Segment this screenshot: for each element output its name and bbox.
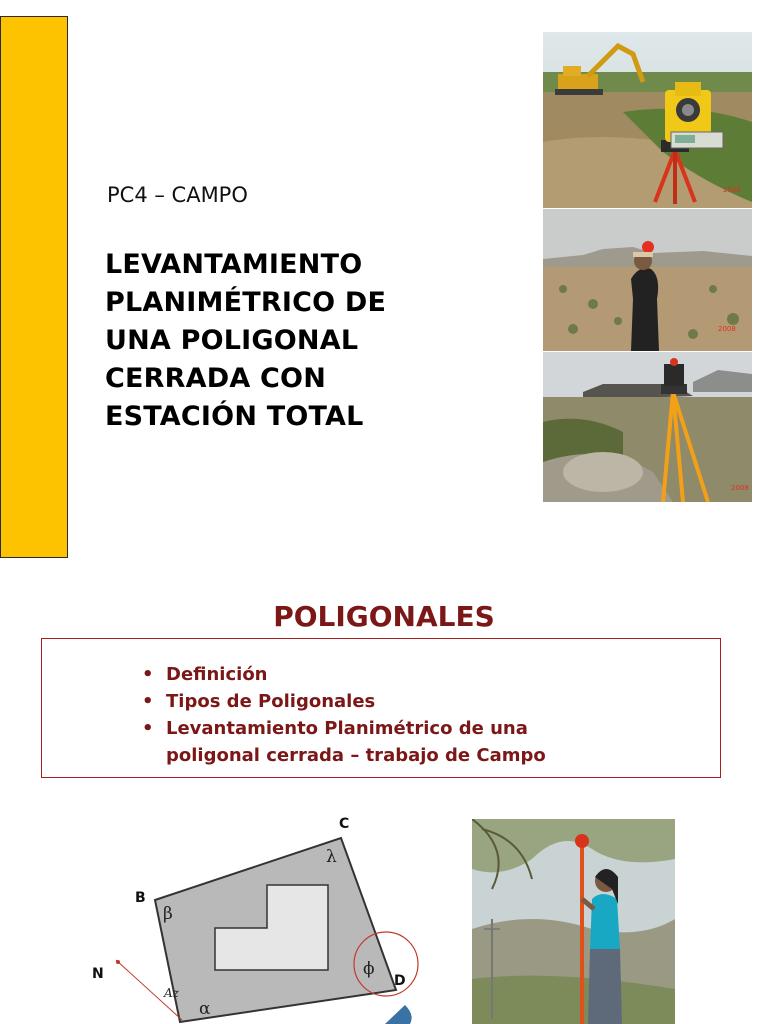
photo-surveyor-desert	[543, 209, 752, 351]
accent-bar	[0, 16, 68, 558]
list-item	[142, 715, 702, 769]
slide-subtitle: PC4 – CAMPO	[107, 183, 248, 207]
angle-phi: ϕ	[363, 959, 375, 979]
section-title: POLIGONALES	[273, 600, 495, 633]
bullet-marker: •	[142, 691, 154, 712]
angle-lambda: λ	[326, 847, 337, 867]
title-line: LEVANTAMIENTO	[105, 249, 363, 280]
bullet-text: Tipos de Poligonales	[166, 691, 376, 712]
azimuth-label: Az	[164, 986, 179, 1000]
vertex-label-c: C	[339, 816, 350, 832]
title-line: ESTACIÓN TOTAL	[105, 401, 364, 432]
svg-text:2008: 2008	[723, 186, 741, 194]
angle-beta: β	[163, 904, 173, 924]
slide-2	[0, 572, 768, 1024]
vertex-label-d: D	[394, 973, 406, 989]
photo-tripod-station	[543, 352, 752, 502]
list-item	[142, 688, 702, 715]
svg-text:2008: 2008	[718, 325, 736, 333]
bullet-text-continuation: poligonal cerrada – trabajo de Campo	[166, 745, 546, 766]
angle-alpha: α	[199, 999, 211, 1019]
bullet-text: Levantamiento Planimétrico de una	[166, 718, 528, 739]
compass-sector	[385, 1005, 412, 1024]
vertex-label-b: B	[135, 890, 146, 906]
svg-text:2008: 2008	[731, 484, 749, 492]
title-line: UNA POLIGONAL	[105, 325, 359, 356]
photo-surveyor-prism-pole	[472, 819, 675, 1024]
bullet-marker: •	[142, 718, 154, 739]
slide-title	[105, 246, 525, 436]
photo-excavator-total-station	[543, 32, 752, 208]
title-line: PLANIMÉTRICO DE	[105, 287, 387, 318]
bullet-text: Definición	[166, 664, 268, 685]
north-label: N	[92, 966, 104, 982]
bullet-box	[41, 638, 721, 778]
polygon-diagram	[80, 810, 450, 1024]
bullet-list	[142, 661, 702, 769]
title-line: CERRADA CON	[105, 363, 327, 394]
north-point	[116, 960, 120, 964]
list-item	[142, 661, 702, 688]
bullet-marker: •	[142, 664, 154, 685]
